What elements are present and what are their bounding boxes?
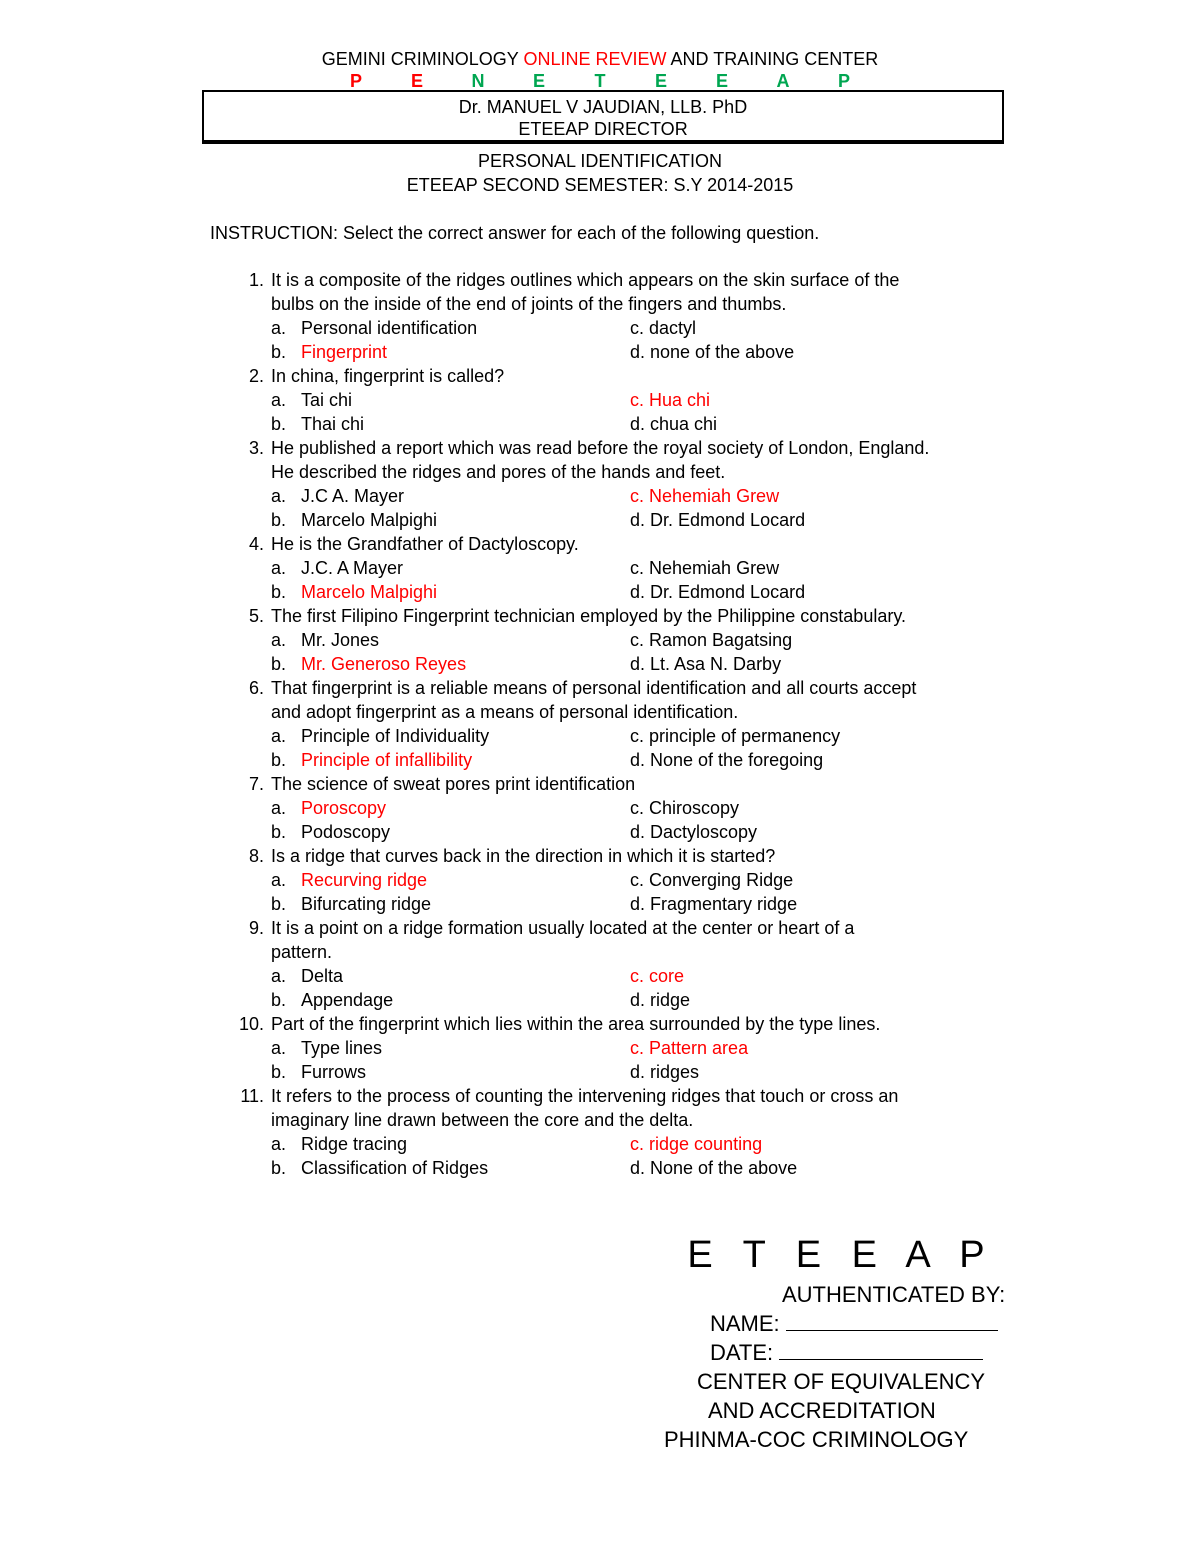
option-letter: d.: [630, 750, 646, 770]
option-letter: b.: [271, 582, 287, 602]
question-number: 6.: [248, 678, 264, 698]
option-d: [630, 892, 1025, 916]
question-text: The first Filipino Fingerprint technician employed by the Philippine constabulary.: [271, 606, 906, 626]
option-b: [271, 820, 630, 844]
option-text: ridges: [650, 1062, 700, 1082]
header-title-highlight: ONLINE REVIEW: [523, 49, 667, 69]
option-letter: d.: [630, 342, 646, 362]
question-number: 5.: [248, 606, 264, 626]
option-letter: a.: [271, 1134, 287, 1154]
director-box: [202, 90, 1004, 144]
option-a: [271, 1036, 630, 1060]
option-c: [630, 868, 1025, 892]
question-number: 4.: [248, 534, 264, 554]
option-d: [630, 748, 1025, 772]
option-text: Poroscopy: [301, 798, 387, 818]
option-a: [271, 1132, 630, 1156]
question-item: [235, 532, 1025, 604]
question-item: [235, 676, 1025, 772]
question-number: 1.: [248, 270, 264, 290]
option-text: chua chi: [650, 414, 718, 434]
option-c: [630, 388, 1025, 412]
question-item: [235, 436, 1025, 532]
option-letter: b.: [271, 1158, 287, 1178]
stamp-center-line1: CENTER OF EQUIVALENCY: [697, 1369, 986, 1394]
director-name: Dr. MANUEL V JAUDIAN, LLB. PhD: [458, 97, 748, 117]
option-text: Podoscopy: [301, 822, 391, 842]
stamp-date-line: [640, 1338, 1012, 1367]
option-b: [271, 508, 630, 532]
option-text: Ramon Bagatsing: [649, 630, 793, 650]
option-b: [271, 580, 630, 604]
option-letter: a.: [271, 630, 287, 650]
question-text: It refers to the process of counting the intervening ridges that touch or cross an: [271, 1086, 899, 1106]
option-b: [271, 340, 630, 364]
option-text: Tai chi: [301, 390, 353, 410]
option-text: Recurving ridge: [301, 870, 428, 890]
option-b: [271, 412, 630, 436]
question-text: imaginary line drawn between the core and the delta.: [271, 1110, 694, 1130]
option-letter: d.: [630, 822, 646, 842]
option-letter: c.: [630, 870, 645, 890]
option-b: [271, 892, 630, 916]
answer-options: [235, 964, 1025, 1012]
stamp-name-label: NAME:: [710, 1311, 780, 1336]
option-letter: a.: [271, 558, 287, 578]
option-letter: d.: [630, 990, 646, 1010]
answer-options: [235, 796, 1025, 844]
option-b: [271, 1060, 630, 1084]
question-number: 9.: [248, 918, 264, 938]
question-text: It is a point on a ridge formation usually located at the center or heart of a: [271, 918, 855, 938]
header-letter: P: [349, 71, 362, 91]
answer-options: [235, 868, 1025, 916]
option-text: Furrows: [301, 1062, 367, 1082]
option-text: core: [649, 966, 685, 986]
option-letter: b.: [271, 822, 287, 842]
option-letter: a.: [271, 1038, 287, 1058]
option-letter: b.: [271, 414, 287, 434]
option-text: Personal identification: [301, 318, 478, 338]
option-text: Fingerprint: [301, 342, 388, 362]
question-text: Part of the fingerprint which lies within the area surrounded by the type lines.: [271, 1014, 881, 1034]
stamp-authenticated: AUTHENTICATED BY:: [782, 1282, 1006, 1307]
answer-options: [235, 388, 1025, 436]
option-text: Ridge tracing: [301, 1134, 408, 1154]
option-c: [630, 1036, 1025, 1060]
question-item: [235, 364, 1025, 436]
option-letter: d.: [630, 1062, 646, 1082]
option-text: Marcelo Malpighi: [301, 582, 438, 602]
option-text: Dr. Edmond Locard: [650, 510, 806, 530]
option-letter: a.: [271, 798, 287, 818]
option-letter: b.: [271, 654, 287, 674]
option-b: [271, 988, 630, 1012]
header-letter: E: [654, 71, 667, 91]
question-text: The science of sweat pores print identification: [271, 774, 636, 794]
option-text: Mr. Generoso Reyes: [301, 654, 467, 674]
option-letter: d.: [630, 654, 646, 674]
option-letter: d.: [630, 582, 646, 602]
option-letter: c.: [630, 726, 645, 746]
option-text: Nehemiah Grew: [649, 486, 780, 506]
option-a: [271, 964, 630, 988]
option-letter: b.: [271, 990, 287, 1010]
question-text: Is a ridge that curves back in the direction in which it is started?: [271, 846, 776, 866]
option-a: [271, 868, 630, 892]
option-text: principle of permanency: [649, 726, 841, 746]
option-letter: a.: [271, 726, 287, 746]
question-number: 10.: [238, 1014, 264, 1034]
option-text: Delta: [301, 966, 344, 986]
option-text: Pattern area: [649, 1038, 749, 1058]
question-text: He published a report which was read before the royal society of London, England.: [271, 438, 930, 458]
option-d: [630, 340, 1025, 364]
option-c: [630, 964, 1025, 988]
option-a: [271, 724, 630, 748]
option-letter: c.: [630, 1038, 645, 1058]
option-letter: a.: [271, 318, 287, 338]
instruction: INSTRUCTION: Select the correct answer for each of the following question.: [210, 223, 820, 243]
option-text: J.C A. Mayer: [301, 486, 405, 506]
answer-options: [235, 316, 1025, 364]
question-text: In china, fingerprint is called?: [271, 366, 505, 386]
stamp-date-blank: [779, 1339, 983, 1360]
question-text: It is a composite of the ridges outlines which appears on the skin surface of the: [271, 270, 900, 290]
header-letter: E: [715, 71, 728, 91]
question-item: [235, 844, 1025, 916]
option-text: Principle of Individuality: [301, 726, 490, 746]
option-c: [630, 796, 1025, 820]
option-d: [630, 988, 1025, 1012]
option-letter: a.: [271, 486, 287, 506]
question-number: 11.: [240, 1086, 264, 1106]
answer-options: [235, 556, 1025, 604]
question-text: pattern.: [271, 942, 333, 962]
option-letter: a.: [271, 390, 287, 410]
option-c: [630, 556, 1025, 580]
option-text: none of the above: [650, 342, 795, 362]
option-b: [271, 748, 630, 772]
header-title-part1: GEMINI CRIMINOLOGY: [321, 49, 524, 69]
option-letter: c.: [630, 318, 645, 338]
option-text: Dactyloscopy: [650, 822, 758, 842]
option-text: Dr. Edmond Locard: [650, 582, 806, 602]
stamp-center-line2: AND ACCREDITATION: [708, 1398, 936, 1423]
option-text: Appendage: [301, 990, 394, 1010]
option-a: [271, 388, 630, 412]
stamp-date-label: DATE:: [710, 1340, 774, 1365]
option-letter: a.: [271, 870, 287, 890]
question-list: [235, 268, 1025, 1180]
header-letter: E: [410, 71, 423, 91]
header-letter: T: [594, 71, 606, 91]
option-b: [271, 652, 630, 676]
header-letter: A: [776, 71, 790, 91]
option-c: [630, 628, 1025, 652]
option-text: Type lines: [301, 1038, 383, 1058]
option-text: Converging Ridge: [649, 870, 794, 890]
option-c: [630, 724, 1025, 748]
question-number: 7.: [248, 774, 264, 794]
option-text: Mr. Jones: [301, 630, 380, 650]
question-number: 2.: [248, 366, 264, 386]
option-letter: b.: [271, 894, 287, 914]
option-text: None of the above: [650, 1158, 798, 1178]
option-letter: d.: [630, 510, 646, 530]
stamp-name-blank: [786, 1310, 998, 1331]
option-a: [271, 796, 630, 820]
option-a: [271, 484, 630, 508]
answer-options: [235, 484, 1025, 532]
option-text: Classification of Ridges: [301, 1158, 489, 1178]
question-item: [235, 916, 1025, 1012]
option-letter: c.: [630, 966, 645, 986]
option-text: ridge counting: [649, 1134, 763, 1154]
option-a: [271, 556, 630, 580]
question-item: [235, 1084, 1025, 1180]
option-b: [271, 1156, 630, 1180]
option-letter: c.: [630, 1134, 645, 1154]
eteeap-stamp: [640, 1230, 1012, 1454]
answer-options: [235, 1132, 1025, 1180]
option-c: [630, 1132, 1025, 1156]
option-d: [630, 1156, 1025, 1180]
option-letter: b.: [271, 1062, 287, 1082]
header-letter: N: [471, 71, 485, 91]
option-text: ridge: [650, 990, 691, 1010]
header-letter: P: [837, 71, 850, 91]
option-text: Lt. Asa N. Darby: [650, 654, 782, 674]
option-text: Nehemiah Grew: [649, 558, 780, 578]
question-item: [235, 772, 1025, 844]
penteteeap-letters: [0, 71, 1200, 92]
option-a: [271, 628, 630, 652]
option-text: Marcelo Malpighi: [301, 510, 438, 530]
option-d: [630, 1060, 1025, 1084]
option-letter: c.: [630, 630, 645, 650]
option-text: Bifurcating ridge: [301, 894, 432, 914]
option-letter: b.: [271, 750, 287, 770]
stamp-center-line3: PHINMA-COC CRIMINOLOGY: [664, 1427, 969, 1452]
option-letter: d.: [630, 894, 646, 914]
question-text: He is the Grandfather of Dactyloscopy.: [271, 534, 579, 554]
header-title: [0, 48, 1200, 70]
option-a: [271, 316, 630, 340]
option-letter: a.: [271, 966, 287, 986]
option-text: dactyl: [649, 318, 697, 338]
option-letter: d.: [630, 414, 646, 434]
answer-options: [235, 628, 1025, 676]
question-text: He described the ridges and pores of the hands and feet.: [271, 462, 726, 482]
option-d: [630, 580, 1025, 604]
option-text: Principle of infallibility: [301, 750, 473, 770]
option-letter: c.: [630, 558, 645, 578]
option-d: [630, 508, 1025, 532]
option-letter: d.: [630, 1158, 646, 1178]
question-item: [235, 1012, 1025, 1084]
option-text: Hua chi: [649, 390, 711, 410]
question-text: and adopt fingerprint as a means of personal identification.: [271, 702, 739, 722]
option-d: [630, 820, 1025, 844]
option-c: [630, 316, 1025, 340]
option-d: [630, 652, 1025, 676]
question-number: 8.: [248, 846, 264, 866]
stamp-name-line: [640, 1309, 1012, 1338]
option-text: Thai chi: [301, 414, 365, 434]
option-letter: c.: [630, 486, 645, 506]
question-item: [235, 604, 1025, 676]
answer-options: [235, 1036, 1025, 1084]
option-letter: c.: [630, 390, 645, 410]
question-text: bulbs on the inside of the end of joints of the fingers and thumbs.: [271, 294, 787, 314]
semester-title: ETEEAP SECOND SEMESTER: S.Y 2014-2015: [406, 175, 794, 195]
option-c: [630, 484, 1025, 508]
question-text: That fingerprint is a reliable means of personal identification and all courts accept: [271, 678, 917, 698]
answer-options: [235, 724, 1025, 772]
option-text: J.C. A Mayer: [301, 558, 404, 578]
director-title: ETEEAP DIRECTOR: [518, 119, 688, 139]
option-d: [630, 412, 1025, 436]
subject-title: PERSONAL IDENTIFICATION: [477, 151, 723, 171]
header-title-part2: AND TRAINING CENTER: [666, 49, 879, 69]
option-text: Chiroscopy: [649, 798, 740, 818]
option-text: None of the foregoing: [650, 750, 824, 770]
option-letter: b.: [271, 342, 287, 362]
question-number: 3.: [248, 438, 264, 458]
header-letter: E: [532, 71, 545, 91]
stamp-title: E T E E A P: [687, 1234, 995, 1276]
option-letter: b.: [271, 510, 287, 530]
question-item: [235, 268, 1025, 364]
option-text: Fragmentary ridge: [650, 894, 798, 914]
option-letter: c.: [630, 798, 645, 818]
